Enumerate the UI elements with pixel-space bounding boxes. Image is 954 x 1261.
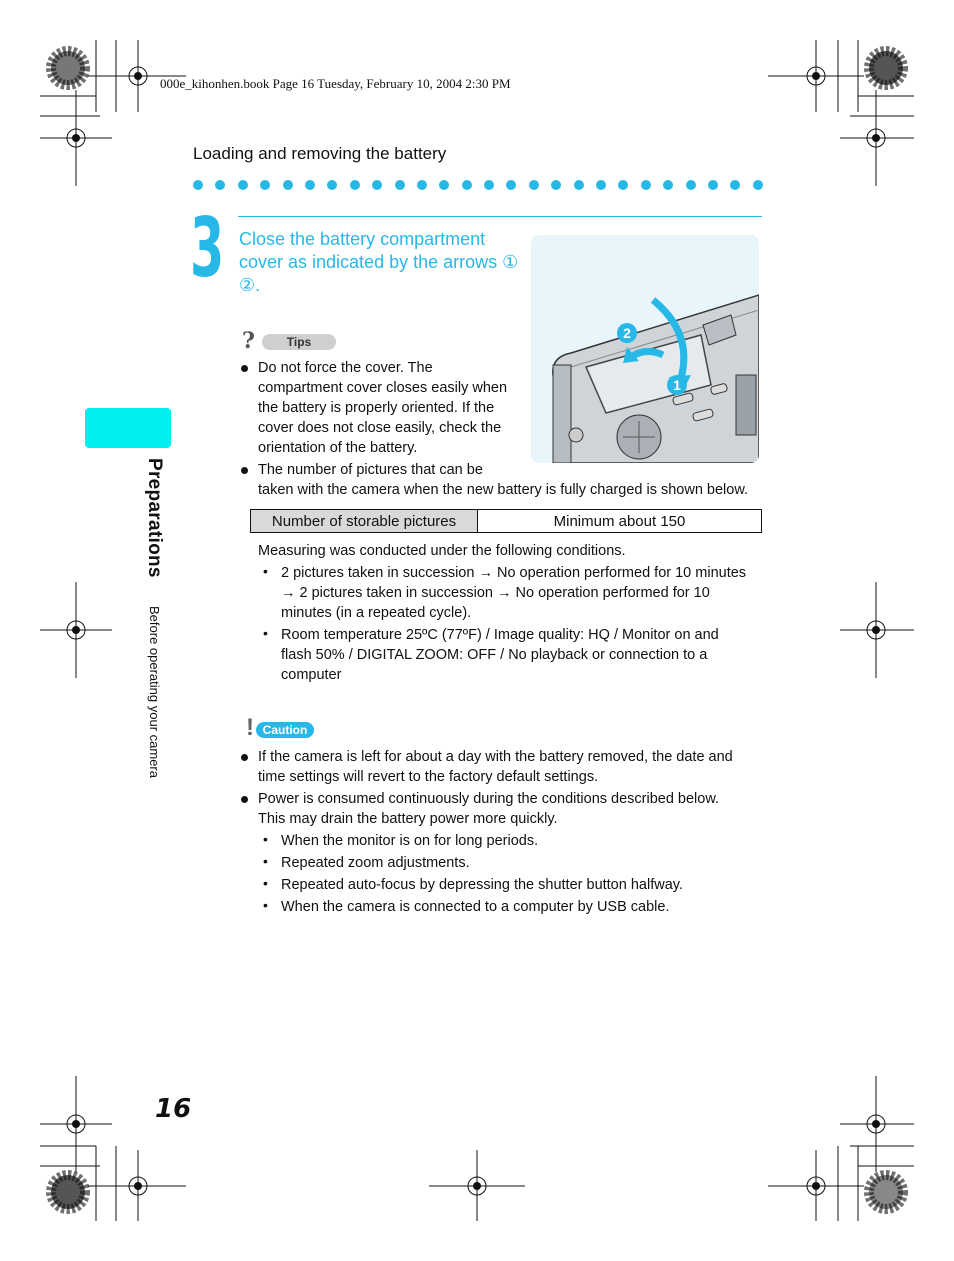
exclamation-icon: ! <box>246 714 254 741</box>
sub-bullet: • <box>263 875 268 891</box>
bullet-icon <box>241 467 248 474</box>
sub-bullet: • <box>263 563 268 579</box>
conditions-intro: Measuring was conducted under the following conditions. <box>258 543 626 559</box>
tip-item-first-line: The number of pictures that can be <box>258 462 483 478</box>
caution-item: Power is consumed continuously during the conditions described below. This may drain the battery power more quickly. <box>258 791 720 827</box>
callout-2: 2 <box>623 325 631 341</box>
table-value-cell: Minimum about 150 <box>478 510 762 533</box>
caution-subitem: When the monitor is on for long periods. <box>281 833 539 849</box>
camera-battery-illustration <box>531 235 759 463</box>
condition-item: 2 pictures taken in succession → No operation performed for 10 minutes → 2 pictures taken in succession → No operation performed for 10 minutes (in a repeated cycle). <box>281 565 747 621</box>
print-header: 000e_kihonhen.book Page 16 Tuesday, February 10, 2004 2:30 PM <box>160 76 511 91</box>
sub-bullet: • <box>263 831 268 847</box>
condition-item: Room temperature 25ºC (77ºF) / Image quality: HQ / Monitor on and flash 50% / DIGITAL ZOOM: OFF / No playback or connection to a computer <box>281 627 719 683</box>
step-rule <box>238 216 762 217</box>
caution-subitem: Repeated zoom adjustments. <box>281 855 470 871</box>
table-row <box>251 510 762 533</box>
chapter-subtitle: Before operating your camera <box>147 606 162 778</box>
table-label-cell: Number of storable pictures <box>251 510 478 533</box>
caution-label: Caution <box>256 722 314 738</box>
storable-pictures-table <box>250 509 762 533</box>
sub-bullet: • <box>263 853 268 869</box>
dot-divider <box>193 180 763 194</box>
bullet-icon <box>241 754 248 761</box>
tip-item-second-line: taken with the camera when the new battery is fully charged is shown below. <box>258 482 749 498</box>
caution-subitem: Repeated auto-focus by depressing the shutter button halfway. <box>281 877 683 893</box>
chapter-tab <box>85 408 171 448</box>
step-number: 3 <box>190 201 225 296</box>
page-number: 16 <box>155 1094 192 1124</box>
bullet-icon <box>241 365 248 372</box>
bullet-icon <box>241 796 248 803</box>
step-instruction: Close the battery compartment cover as indicated by the arrows ① ②. <box>239 229 519 295</box>
question-icon: ? <box>242 328 255 354</box>
sub-bullet: • <box>263 897 268 913</box>
sub-bullet: • <box>263 625 268 641</box>
caution-item: If the camera is left for about a day with the battery removed, the date and time settings will revert to the factory default settings. <box>258 749 733 785</box>
tip-item: Do not force the cover. The compartment cover closes easily when the battery is properly oriented. If the cover does not close easily, check the orientation of the battery. <box>258 360 508 456</box>
caution-badge <box>242 714 332 742</box>
chapter-title: Preparations <box>144 458 165 578</box>
caution-subitem: When the camera is connected to a computer by USB cable. <box>281 899 670 915</box>
callout-1: 1 <box>673 377 681 393</box>
tips-label: Tips <box>262 334 336 350</box>
section-title: Loading and removing the battery <box>193 144 447 163</box>
tips-badge <box>242 330 342 354</box>
